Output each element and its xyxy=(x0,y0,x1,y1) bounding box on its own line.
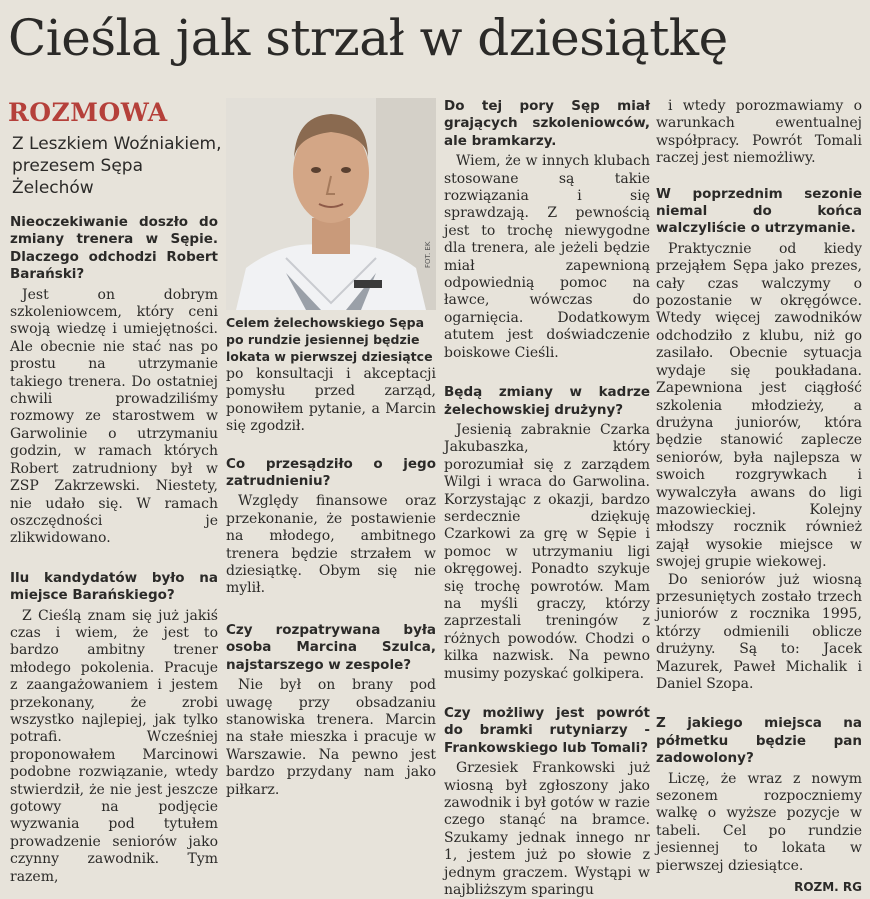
question: Nieoczekiwanie doszło do zmiany trenera w Sępie. Dlaczego odchodzi Robert Barański? xyxy=(10,214,218,283)
answer: Nie był on brany pod uwagę przy obsadzaniu stanowiska trenera. Marcin na stałe mieszka i pracuje w Warszawie. Na pewno jest bardzo przydany nam jako piłkarz. xyxy=(226,677,436,798)
question: Ilu kandydatów było na miejsce Barańskiego? xyxy=(10,569,218,604)
portrait-illustration xyxy=(226,98,436,310)
question: Czy możliwy jest powrót do bramki rutyniarzy - Frankowskiego lub Tomali? xyxy=(444,705,650,756)
answer: Jesienią zabraknie Czarka Jakubaszka, który porozumiał się z zarządem Wilgi i wraca do Garwolina. Korzystając z okazji, bardzo serdecznie dziękuję Czarkowi za grę w Sępie i pomoc w utrzymaniu ligi okręgowej. Ponadto szykuje się trochę powrotów. Mam na myśli graczy, którzy zaprzestali treningów z różnych powodów. Chodzi o kilka nazwisk. Na pewno musimy pozyskać golkipera. xyxy=(444,421,650,682)
answer: Liczę, że wraz z nowym sezonem rozpoczniemy walkę o wyższe pozycje w tabeli. Cel po rundzie jesiennej to lokata w pierwszej dziesiątce. xyxy=(656,770,862,874)
question: Co przesądziło o jego zatrudnieniu? xyxy=(226,455,436,490)
answer: i wtedy porozmawiamy o warunkach ewentualnej współpracy. Powrót Tomali raczej jest niemożliwy. xyxy=(656,98,862,167)
answer: Praktycznie od kiedy przejąłem Sępa jako prezes, cały czas walczymy o pozostanie w okręgówce. Wtedy więcej zawodników odchodziło z klubu, niż go zasilało. Obecnie sytuacja wydaje się poukładana. Zapewniona jest ciągłość szkolenia młodzieży, a drużyna juniorów, która będzie stanowić zaplecze seniorów, była najlepsza w swoich rozgrywkach i wywalczyła awans do ligi mazowieckiej. Kolejny młodszy rocznik również zajął wysokie miejsce w swojej grupie wiekowej. xyxy=(656,240,862,571)
answer: Grzesiek Frankowski już wiosną był zgłoszony jako zawodnik i był gotów w razie czego stanąć na bramce. Szukamy jednak innego nr 1, jestem już po słowie z jednym graczem. Wystąpi w najbliższym sparingu xyxy=(444,760,650,899)
headline: Cieśla jak strzał w dziesiątkę xyxy=(8,9,728,67)
column-3 xyxy=(444,98,650,899)
answer: Wiem, że w innych klubach stosowane są takie rozwiązania i się sprawdzają. Z pewnością jest to trochę niewygodne dla trenera, ale jeżeli będzie miał zapewnioną odpowiednią pomoc na ławce, wówczas do ogarnięcia. Dodatkowym atutem jest doświadczenie boiskowe Cieśli. xyxy=(444,153,650,361)
question: Do tej pory Sęp miał grających szkoleniowców, ale bramkarzy. xyxy=(444,98,650,149)
question: W poprzednim sezonie niemal do końca walczyliście o utrzymanie. xyxy=(656,185,862,237)
answer: Z Cieślą znam się już jakiś czas i wiem, że jest to bardzo ambitny trener młodego pokolenia. Pracuje z zaangażowaniem i jestem przekonany, że zrobi wszystko najlepiej, jak tylko potrafi. Wcześniej proponowałem Marcinowi podobne rozwiązanie, wtedy stwierdził, że nie jest jeszcze gotowy na podjęcie wyzwania pod tytułem prowadzenie seniorów jako czynny zawodnik. Tym razem, xyxy=(10,607,218,885)
answer: po konsultacji i akceptacji pomysłu przed zarząd, ponowiłem pytanie, a Marcin się zgodził. xyxy=(226,366,436,435)
answer: Jest on dobrym szkoleniowcem, który ceni swoją wiedzę i umiejętności. Ale obecnie nie stać nas po prostu na utrzymanie takiego trenera. Do ostatniej chwili prowadziliśmy rozmowy ze starostwem w Garwolinie o utrzymaniu godzin, w ramach których Robert zatrudniony był w ZSP Zakrzewski. Niestety, nie udało się. W ramach oszczędności je zlikwidowano. xyxy=(10,286,218,547)
answer: Do seniorów już wiosną przesuniętych zostało trzech juniorów z rocznika 1995, którzy odmienili oblicze drużyny. Są to: Jacek Mazurek, Paweł Michalik i Daniel Szopa. xyxy=(656,571,862,692)
column-4 xyxy=(656,98,862,896)
signature: ROZM. RG xyxy=(794,880,862,895)
photo-credit: FOT. EK xyxy=(424,241,432,268)
answer: Względy finansowe oraz przekonanie, że postawienie na młodego, ambitnego trenera będzie strzałem w dziesiątkę. Obym się nie mylił. xyxy=(226,493,436,597)
column-1 xyxy=(10,214,218,886)
question: Czy rozpatrywana była osoba Marcina Szulca, najstarszego w zespole? xyxy=(226,621,436,673)
question: Z jakiego miejsca na półmetku będzie pan zadowolony? xyxy=(656,715,862,767)
photo-caption: Celem żelechowskiego Sępa po rundzie jesiennej będzie lokata w pierwszej dziesiątce xyxy=(226,315,433,364)
interview-subtitle: Z Leszkiem Woźniakiem, prezesem Sępa Żelechów xyxy=(12,134,222,198)
column-2 xyxy=(226,366,436,799)
question: Będą zmiany w kadrze żelechowskiej drużyny? xyxy=(444,384,650,418)
portrait-photo xyxy=(226,98,436,310)
section-label: ROZMOWA xyxy=(8,98,168,127)
